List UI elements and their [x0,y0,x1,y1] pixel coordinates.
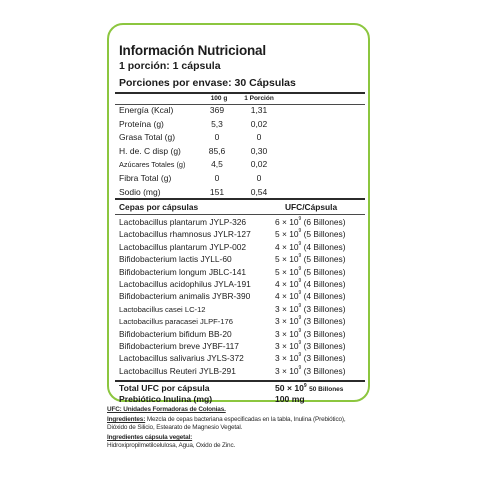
nutrient-value-portion: 0,30 [250,145,268,156]
strain-cfu: $4 \times 10^9$ (4 Billones) [275,290,346,302]
strain-cfu: $3 \times 10^9$ (3 Billones) [275,364,346,376]
nutrient-value-100g: 5,3 [211,118,223,129]
nutrient-value-100g: 4,5 [211,159,223,170]
nutrient-value-100g: 85,6 [208,145,226,156]
col-header-portion: 1 Porción [244,95,274,102]
strain-name: Bifidobacterium animalis JYBR-390 [119,291,251,302]
nutrient-row [119,173,279,186]
strain-row [119,329,369,342]
strain-name: Bifidobacterium breve JYBF-117 [119,341,239,351]
strain-row [119,353,369,366]
nutrient-value-portion: 0,02 [250,118,268,129]
strain-name: Bifidobacterium bifidum BB-20 [119,328,232,339]
strain-row [119,366,369,379]
prebiotic-value: 100 mg [275,394,305,404]
nutrient-value-100g: 0 [214,132,220,143]
strain-cfu: $5 \times 10^9$ (5 Billones) [275,253,346,265]
total-cfu-label: Total UFC por cápsula [119,383,210,393]
nutrient-row [119,132,279,145]
prebiotic-label: Prebiótico Inulina (mg) [119,394,213,404]
strain-cfu: $4 \times 10^9$ (4 Billones) [275,240,346,252]
nutrient-row [119,146,279,159]
panel-title: Información Nutricional [119,43,266,58]
divider [115,214,365,215]
nutrient-label: Grasa Total (g) [119,132,176,143]
strain-name: Lactobacillus salivarius JYLS-372 [119,353,244,364]
strain-row [119,304,369,317]
capsule-ingredients-label: Ingredientes cápsula vegetal: [107,434,193,441]
strain-row [119,291,369,304]
nutrient-label: Energía (Kcal) [119,105,174,115]
nutrient-label: Azúcares Totales (g) [119,160,186,170]
strain-cfu: $5 \times 10^9$ (5 Billones) [275,228,346,240]
strain-cfu: $3 \times 10^9$ (3 Billones) [275,302,346,314]
strain-name: Lactobacillus casei LC-12 [119,304,206,314]
divider [115,92,365,94]
nutrient-value-portion: 0,54 [250,186,268,197]
strain-cfu: $3 \times 10^9$ (3 Billones) [275,327,346,339]
nutrient-label: Sodio (mg) [119,186,161,197]
col-header-100g: 100 g [210,95,228,102]
strains-header-name: Cepas por cápsulas [119,202,199,212]
strain-cfu: $3 \times 10^9$ (3 Billones) [275,315,346,327]
nutrient-row [119,159,279,172]
ufc-footnote: UFC: Unidades Formadoras de Colonias. [107,406,226,413]
strain-name: Bifidobacterium longum JBLC-141 [119,266,247,277]
strain-name: Lactobacillus rhamnosus JYLR-127 [119,229,251,240]
strain-name: Bifidobacterium lactis JYLL-60 [119,254,232,265]
strain-row [119,242,369,255]
servings-per-container: Porciones por envase: 30 Cápsulas [119,77,296,89]
strain-row [119,267,369,280]
capsule-ingredients-text: Hidroxipropilmetilcelulosa, Agua, Oxido de Zinc. [107,442,236,449]
strain-name: Lactobacillus plantarum JYLP-002 [119,241,247,252]
nutrient-value-portion: 0,02 [250,159,268,170]
strain-cfu: $5 \times 10^9$ (5 Billones) [275,265,346,277]
nutrient-value-portion: 0 [256,132,262,143]
strain-row [119,316,369,329]
strain-name: Lactobacillus plantarum JYLP-326 [119,217,247,227]
nutrient-value-100g: 151 [209,186,225,197]
nutrition-facts-panel [107,23,370,402]
nutrient-label: Proteína (g) [119,118,164,129]
divider [115,198,365,200]
strain-cfu: $4 \times 10^9$ (4 Billones) [275,278,346,289]
strain-row [119,254,369,267]
strain-row [119,229,369,242]
strain-cfu: $3 \times 10^9$ (3 Billones) [275,340,346,351]
nutrient-value-portion: 1,31 [250,105,268,115]
nutrient-label: Fibra Total (g) [119,173,172,183]
nutrient-row [119,105,279,118]
strain-cfu: $3 \times 10^9$ (3 Billones) [275,352,346,364]
nutrient-value-portion: 0 [256,173,262,183]
serving-size: 1 porción: 1 cápsula [119,60,221,72]
strains-header-cfu: UFC/Cápsula [285,202,338,212]
nutrient-label: H. de. C disp (g) [119,145,181,156]
nutrient-value-100g: 0 [214,173,220,183]
strain-name: Lactobacillus paracasei JLPF-176 [119,317,233,327]
strain-name: Lactobacillus Reuteri JYLB-291 [119,365,236,376]
divider [115,380,365,382]
ingredients-line-2: Dióxido de Silicio, Estearato de Magnesio Vegetal. [107,424,243,431]
strain-cfu: $6 \times 10^9$ (6 Billones) [275,216,346,227]
nutrient-value-100g: 369 [209,105,225,115]
total-cfu-value: $50 \times 10^9$ 50 Billones [275,383,344,393]
strain-name: Lactobacillus acidophilus JYLA-191 [119,279,251,289]
ingredients-line-1: Ingredientes: Mezcla de cepas bacteriana especificadas en la tabla, Inulina (Prebiótico), [107,416,346,423]
nutrient-row [119,119,279,132]
